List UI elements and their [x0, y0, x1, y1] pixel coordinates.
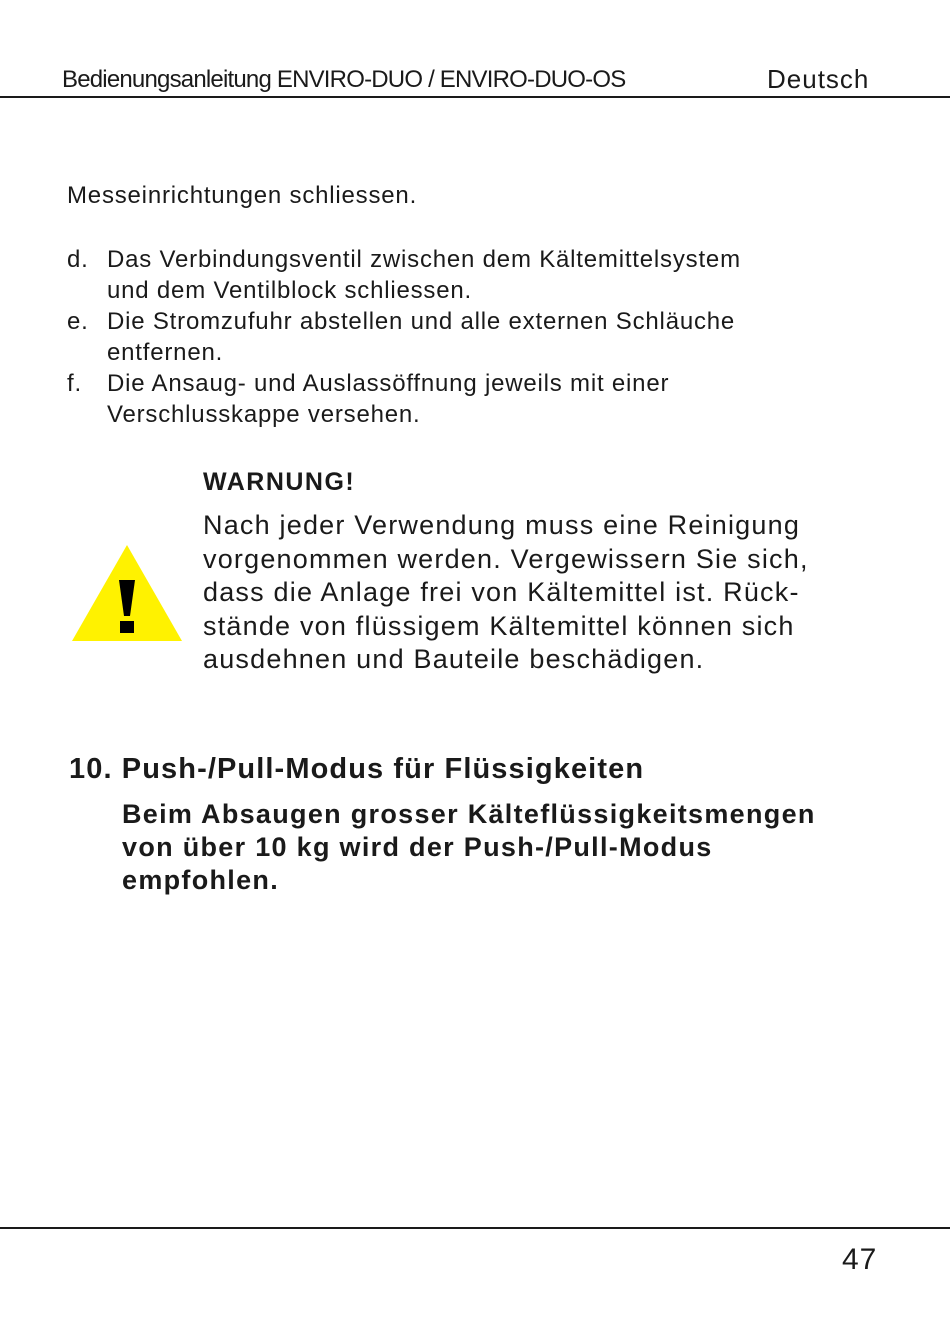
section-note-line: Beim Absaugen grosser Kälteflüssigkeitsmengen: [122, 799, 816, 829]
warning-title: WARNUNG!: [203, 468, 356, 496]
section-heading: 10. Push-/Pull-Modus für Flüssigkeiten: [69, 753, 645, 785]
manual-title: Bedienungsanleitung ENVIRO-DUO / ENVIRO-DUO-OS: [62, 66, 626, 93]
intro-text: Messeinrichtungen schliessen.: [67, 182, 418, 209]
warning-text-line: vorgenommen werden. Vergewissern Sie sich,: [203, 543, 809, 574]
warning-text-line: dass die Anlage frei von Kältemittel ist. Rück-: [203, 577, 800, 607]
list-item-text: Die Stromzufuhr abstellen und alle externen Schläuche: [107, 308, 736, 335]
step-list: [67, 244, 741, 430]
list-marker: d.: [67, 246, 89, 273]
list-item-text: entfernen.: [107, 339, 224, 366]
warning-text-line: stände von flüssigem Kältemittel können sich: [203, 610, 795, 641]
footer-divider: [0, 1227, 950, 1229]
list-item: [67, 244, 741, 306]
list-item-text: Das Verbindungsventil zwischen dem Kältemittelsystem: [107, 246, 741, 273]
section-note: [122, 798, 816, 897]
section-note-line: von über 10 kg wird der Push-/Pull-Modus: [122, 832, 713, 862]
warning-text-line: Nach jeder Verwendung muss eine Reinigung: [203, 510, 801, 540]
list-item-text: Die Ansaug- und Auslassöffnung jeweils mit einer: [107, 370, 670, 397]
list-marker: f.: [67, 370, 82, 397]
list-item-text: Verschlusskappe versehen.: [107, 401, 421, 428]
list-item: [67, 306, 741, 368]
page-number: 47: [842, 1243, 878, 1276]
header-divider: [0, 96, 950, 98]
list-item: [67, 368, 741, 430]
language-label: Deutsch: [767, 64, 870, 94]
list-marker: e.: [67, 308, 89, 335]
warning-triangle-icon: [70, 543, 184, 643]
section-note-line: empfohlen.: [122, 865, 280, 895]
list-item-text: und dem Ventilblock schliessen.: [107, 277, 472, 304]
warning-text: [203, 509, 809, 677]
warning-text-line: ausdehnen und Bauteile beschädigen.: [203, 644, 705, 674]
